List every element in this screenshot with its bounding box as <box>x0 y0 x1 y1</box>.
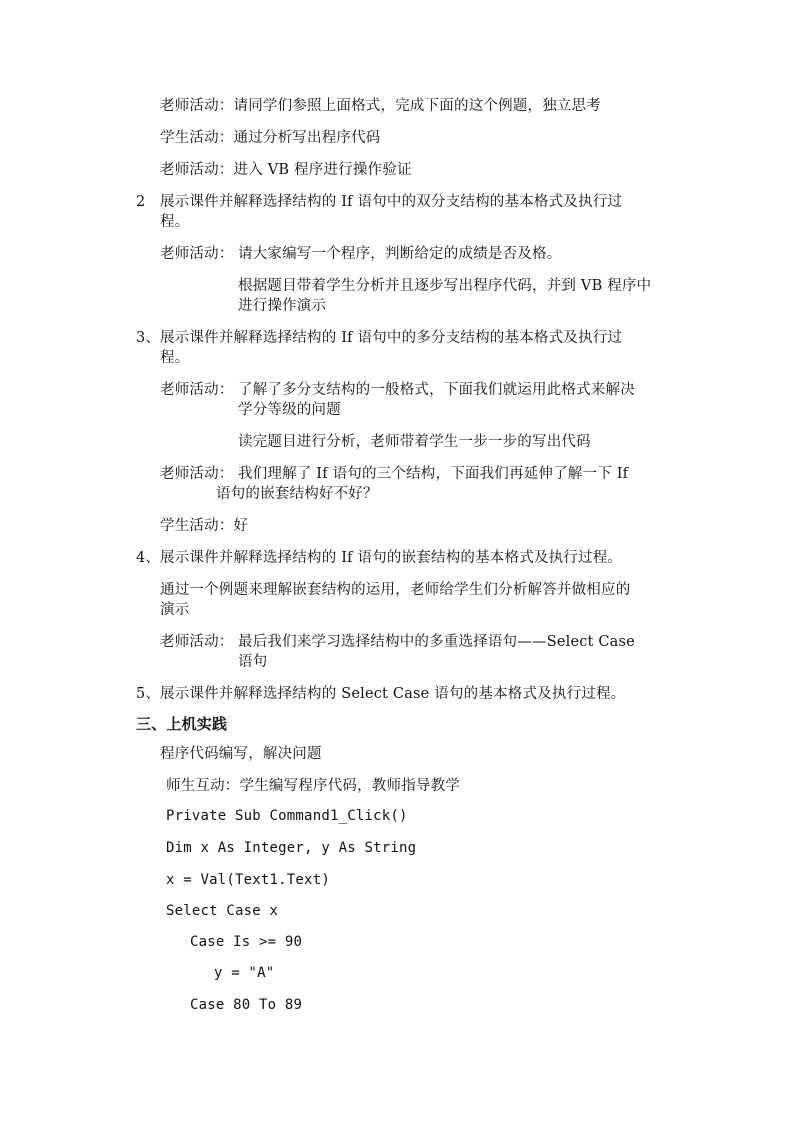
list-item-5-text: 展示课件并解释选择结构的 Select Case 语句的基本格式及执行过程。 <box>160 686 626 702</box>
paragraph-analysis: 读完题目进行分析，老师带着学生一步一步的写出代码 <box>238 434 591 450</box>
paragraph-nested-example-line-1: 通过一个例题来理解嵌套结构的运用，老师给学生们分析解答并做相应的 <box>160 582 631 598</box>
list-item-2-line-2: 程。 <box>160 214 190 230</box>
code-line: y = "A" <box>214 965 275 981</box>
list-item-3-line-1: 展示课件并解释选择结构的 If 语句中的多分支结构的基本格式及执行过 <box>160 330 623 346</box>
paragraph-program-writing: 程序代码编写，解决问题 <box>160 746 322 762</box>
paragraph-demo-line-2: 进行操作演示 <box>238 298 327 314</box>
code-line: Dim x As Integer, y As String <box>166 840 417 856</box>
teacher-activity-label-5: 老师活动： <box>160 466 234 482</box>
list-item-4-number: 4、 <box>136 550 161 566</box>
code-line: Private Sub Command1_Click() <box>166 808 408 824</box>
paragraph-teacher-activity-2: 老师活动：进入 VB 程序进行操作验证 <box>160 162 412 178</box>
teacher-activity-label-4: 老师活动： <box>160 382 234 398</box>
paragraph-interaction: 师生互动：学生编写程序代码，教师指导教学 <box>166 778 460 794</box>
code-line: Select Case x <box>166 903 279 919</box>
teacher-activity-text-4-line-1: 了解了多分支结构的一般格式，下面我们就运用此格式来解决 <box>238 382 635 398</box>
paragraph-student-activity-1: 学生活动：通过分析写出程序代码 <box>160 130 381 146</box>
teacher-activity-label-3: 老师活动： <box>160 246 234 262</box>
paragraph-student-activity-2: 学生活动：好 <box>160 518 249 534</box>
list-item-5-number: 5、 <box>136 686 161 702</box>
teacher-activity-text-6-line-1: 最后我们来学习选择结构中的多重选择语句——Select Case <box>238 634 635 650</box>
code-line: Case 80 To 89 <box>190 997 303 1013</box>
paragraph-nested-example-line-2: 演示 <box>160 602 190 618</box>
code-line: Case Is >= 90 <box>190 934 303 950</box>
code-line: x = Val(Text1.Text) <box>166 872 330 888</box>
list-item-3-line-2: 程。 <box>160 350 190 366</box>
teacher-activity-text-5-line-1: 我们理解了 If 语句的三个结构，下面我们再延伸了解一下 If <box>238 466 629 482</box>
list-item-2-line-1: 展示课件并解释选择结构的 If 语句中的双分支结构的基本格式及执行过 <box>160 194 623 210</box>
teacher-activity-label-6: 老师活动： <box>160 634 234 650</box>
list-item-4-text: 展示课件并解释选择结构的 If 语句的嵌套结构的基本格式及执行过程。 <box>160 550 623 566</box>
paragraph-demo-line-1: 根据题目带着学生分析并且逐步写出程序代码，并到 VB 程序中 <box>238 278 652 294</box>
teacher-activity-text-6-line-2: 语句 <box>238 654 268 670</box>
teacher-activity-text-4-line-2: 学分等级的问题 <box>238 402 341 418</box>
list-item-3-number: 3、 <box>136 330 161 346</box>
teacher-activity-text-3: 请大家编写一个程序，判断给定的成绩是否及格。 <box>238 246 562 262</box>
section-heading-3: 三、上机实践 <box>136 715 228 733</box>
list-item-2-number: 2 <box>136 194 146 210</box>
teacher-activity-text-5-line-2: 语句的嵌套结构好不好？ <box>216 486 378 502</box>
paragraph-teacher-activity-1: 老师活动：请同学们参照上面格式，完成下面的这个例题，独立思考 <box>160 98 601 114</box>
